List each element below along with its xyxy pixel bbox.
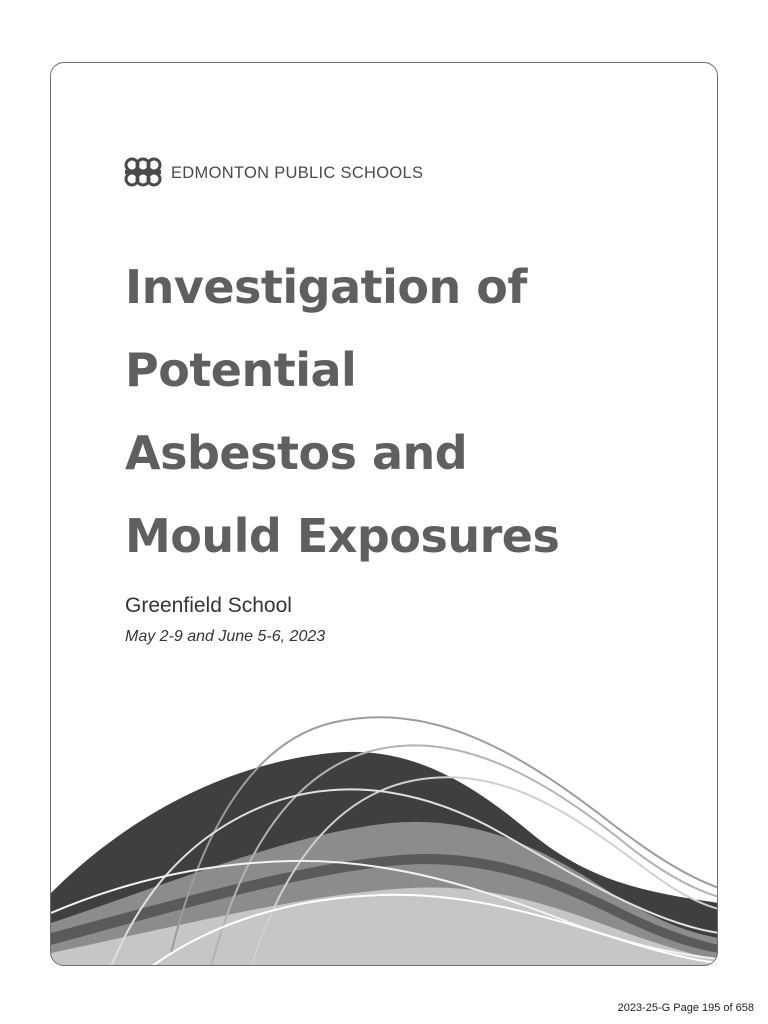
- decorative-wave-graphic: [51, 683, 718, 966]
- organization-logo: [123, 157, 423, 189]
- organization-name: EDMONTON PUBLIC SCHOOLS: [171, 163, 424, 182]
- school-name: Greenfield School: [125, 594, 292, 617]
- title-line: Investigation of: [125, 260, 527, 314]
- page-footer: 2023-25-G Page 195 of 658: [617, 1002, 754, 1014]
- cover-frame: [50, 62, 718, 966]
- edmonton-public-schools-logo-icon: [123, 157, 163, 189]
- investigation-dates: May 2-9 and June 5-6, 2023: [125, 628, 326, 645]
- title-line: Asbestos and: [125, 426, 468, 480]
- title-line: Potential: [125, 343, 357, 397]
- document-title: [125, 246, 685, 578]
- title-line: Mould Exposures: [125, 509, 560, 563]
